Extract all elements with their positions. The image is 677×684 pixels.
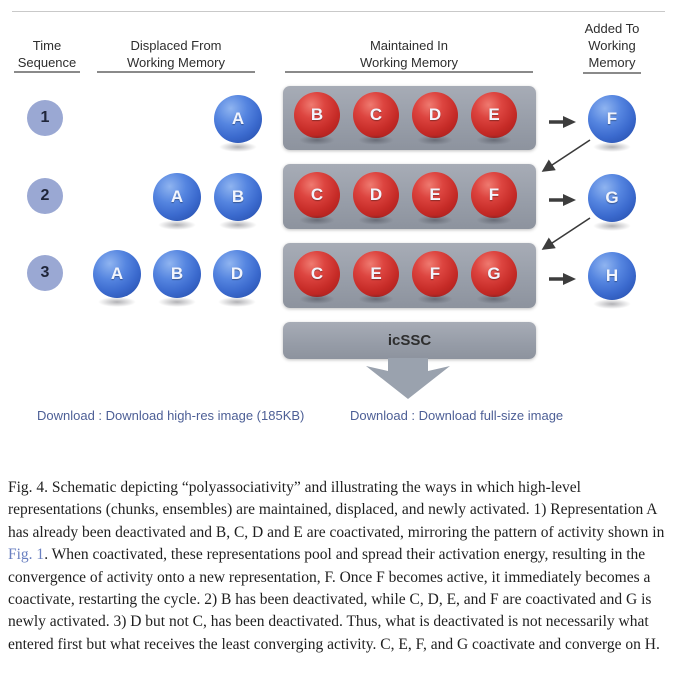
right-arrow-icon [549,273,576,285]
added-sphere [588,174,636,222]
column-header-time-sequence: Time Sequence [17,38,77,70]
icssc-label: icSSC [387,332,432,349]
maintained-sphere [471,172,517,218]
maintained-sphere [412,92,458,138]
sphere-letter: F [488,185,500,204]
sphere-letter: A [231,109,245,128]
maintained-sphere [412,172,458,218]
sphere-letter: A [170,187,184,206]
sphere-letter: B [170,264,184,283]
time-sequence-badge [27,100,63,136]
added-sphere [588,252,636,300]
maintained-sphere [353,251,399,297]
download-high-res-link[interactable]: Download : Download high-res image (185KB) [37,408,305,423]
displaced-sphere [214,173,262,221]
funnel-arrow-icon [366,358,450,399]
displaced-sphere [153,250,201,298]
sphere-letter: E [488,105,500,124]
icssc-bar [283,322,536,359]
sphere-letter: B [231,187,245,206]
sequence-number: 1 [40,109,50,126]
maintained-sphere [294,92,340,138]
time-sequence-badge [27,255,63,291]
added-sphere [588,95,636,143]
displaced-sphere [153,173,201,221]
displaced-sphere [93,250,141,298]
time-sequence-badge [27,178,63,214]
sphere-letter: A [110,264,124,283]
maintained-sphere [471,92,517,138]
maintained-sphere [294,172,340,218]
sequence-number: 2 [40,187,50,204]
sequence-number: 3 [40,264,50,281]
download-full-size-link[interactable]: Download : Download full-size image [350,408,564,423]
column-header-displaced: Displaced From Working Memory [126,38,225,70]
sphere-letter: D [230,264,244,283]
sphere-letter: H [605,266,619,285]
caption-text: Fig. 4. Schematic depicting “polyassociativity” and illustrating the ways in which high-level representations (chunks, ensembles) are maintained, displaced, and newly activated. 1) Representation A has already been deactivated and B, C, D and E are coactivated, mirroring the pattern of activity shown in [8,479,665,541]
sphere-letter: G [487,264,501,283]
caption-text: . When coactivated, these representations pool and spread their activation energy, resulting in the convergence of activity onto a new representation, F. Once F becomes active, it immediately becomes a coactivate, restarting the cycle. 2) B has been deactivated, while C, D, E, and F are coactivated and G is newly activated. 3) D but not C, has been deactivated. Thus, what is deactivated is not necessarily what entered first but what receives the least converging activity. C, E, F, and G coactivate and converge on H. [8,546,660,653]
sphere-letter: D [369,185,383,204]
right-arrow-icon [549,116,576,128]
displaced-sphere [213,250,261,298]
sphere-letter: G [605,188,619,207]
maintained-sphere [353,92,399,138]
maintained-sphere [471,251,517,297]
maintained-sphere [294,251,340,297]
header-underline [14,71,80,73]
sphere-letter: E [429,185,441,204]
sphere-letter: C [310,185,324,204]
maintained-sphere [353,172,399,218]
sphere-letter: C [310,264,324,283]
fig1-link[interactable]: Fig. 1 [8,546,45,564]
sphere-letter: E [370,264,382,283]
column-header-added: Added To Working Memory [584,21,640,70]
cascade-arrow-icon [543,218,590,249]
displaced-sphere [214,95,262,143]
sphere-letter: C [369,105,383,124]
sphere-letter: D [428,105,442,124]
cascade-arrow-icon [543,140,590,171]
maintained-sphere [412,251,458,297]
right-arrow-icon [549,194,576,206]
header-underline [583,72,641,74]
figure-caption [8,477,668,656]
sphere-letter: F [606,109,618,128]
header-underline [285,71,533,73]
column-header-maintained: Maintained In Working Memory [359,38,458,70]
sphere-letter: B [310,105,324,124]
sphere-letter: F [429,264,441,283]
header-underline [97,71,255,73]
top-divider [12,11,665,12]
